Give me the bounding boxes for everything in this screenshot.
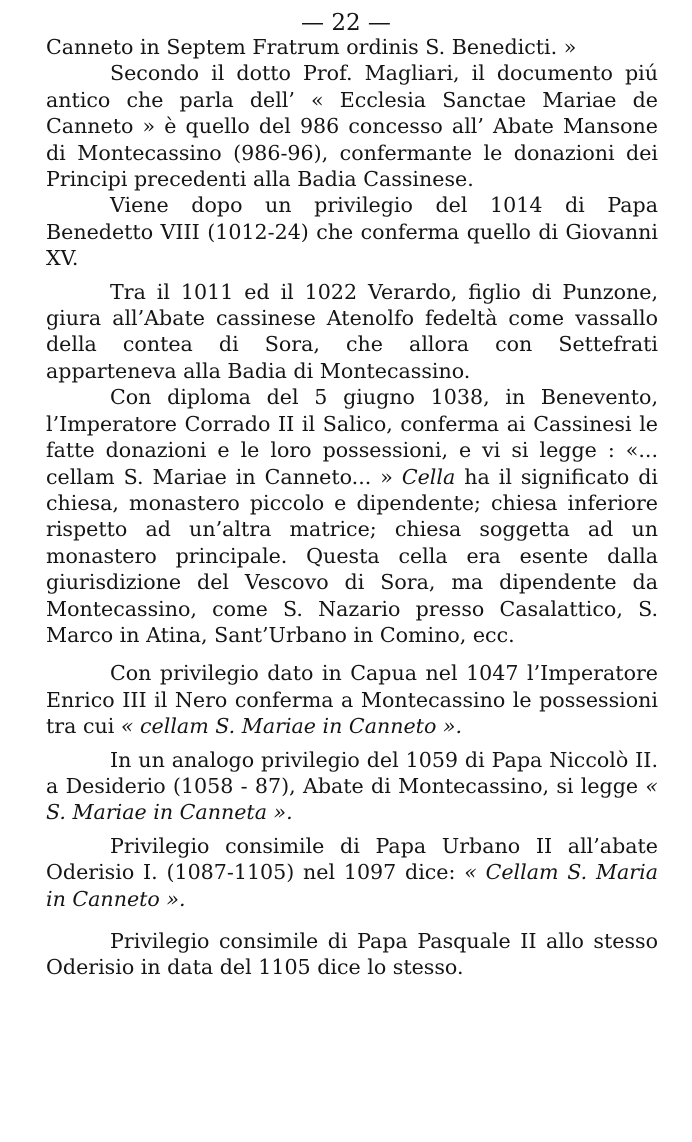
- page-number: — 22 —: [301, 10, 391, 36]
- paragraph-corrado: [46, 384, 658, 648]
- enrico-text: Con privilegio dato in Capua nel 1047 l’Imperatore Enrico III il Nero conferma a Montecassino le possessioni tra cui: [46, 661, 658, 739]
- niccolo-italic: « S. Mariae in Canneta ».: [46, 773, 659, 825]
- corrado-italic: Cella: [401, 464, 456, 489]
- paragraph-niccolo: [46, 747, 658, 826]
- enrico-italic: « cellam S. Mariae in Canneto ».: [120, 714, 463, 739]
- corrado-text-after: ha il significato di chiesa, monastero piccolo e dipendente; chiesa inferiore rispetto ad un’altra matrice; chiesa soggetta ad un monastero principale. Questa cella era esente dalla giurisdizione del Vescovo di Sora, ma dipendente da Montecassino, come S. Nazario presso Casalattico, S. Marco in Atina, Sant’Urbano in Comino, ecc.: [46, 464, 659, 647]
- paragraph-benedetto: Viene dopo un privilegio del 1014 di Papa Benedetto VIII (1012-24) che conferma quello di Giovanni XV.: [46, 193, 658, 271]
- body-text: [46, 34, 658, 981]
- paragraph-pasquale: Privilegio consimile di Papa Pasquale II allo stesso Oderisio in data del 1105 dice lo stesso.: [46, 929, 658, 980]
- paragraph-continuation: Canneto in Septem Fratrum ordinis S. Benedicti. »: [46, 35, 577, 59]
- paragraph-urbano: [46, 833, 658, 912]
- paragraph-magliari: Secondo il dotto Prof. Magliari, il documento piú antico che parla dell’ « Ecclesia Sanctae Mariae de Canneto » è quello del 986 concesso all’ Abate Mansone di Montecassino (986-96), confermante le donazioni dei Principi precedenti alla Badia Cassinese.: [46, 61, 658, 192]
- niccolo-text: In un analogo privilegio del 1059 di Papa Niccolò II. a Desiderio (1058 - 87), Abate di Montecassino, si legge: [46, 747, 658, 798]
- urbano-italic: « Cellam S. Maria in Canneto ».: [46, 860, 659, 911]
- paragraph-verardo: Tra il 1011 ed il 1022 Verardo, figlio di Punzone, giura all’Abate cassinese Atenolfo fedeltà come vassallo della contea di Sora, che allora con Settefrati apparteneva alla Badia di Montecassino.: [46, 279, 658, 383]
- paragraph-enrico: [46, 660, 658, 739]
- corrado-text: Con diploma del 5 giugno 1038, in Benevento, l’Imperatore Corrado II il Salico, conferma ai Cassinesi le fatte donazioni e le loro possessioni, e vi si legge : «... cellam S. Mariae in Canneto... »: [46, 385, 658, 489]
- urbano-text: Privilegio consimile di Papa Urbano II all’abate Oderisio I. (1087-1105) nel 1097 dice:: [46, 833, 658, 885]
